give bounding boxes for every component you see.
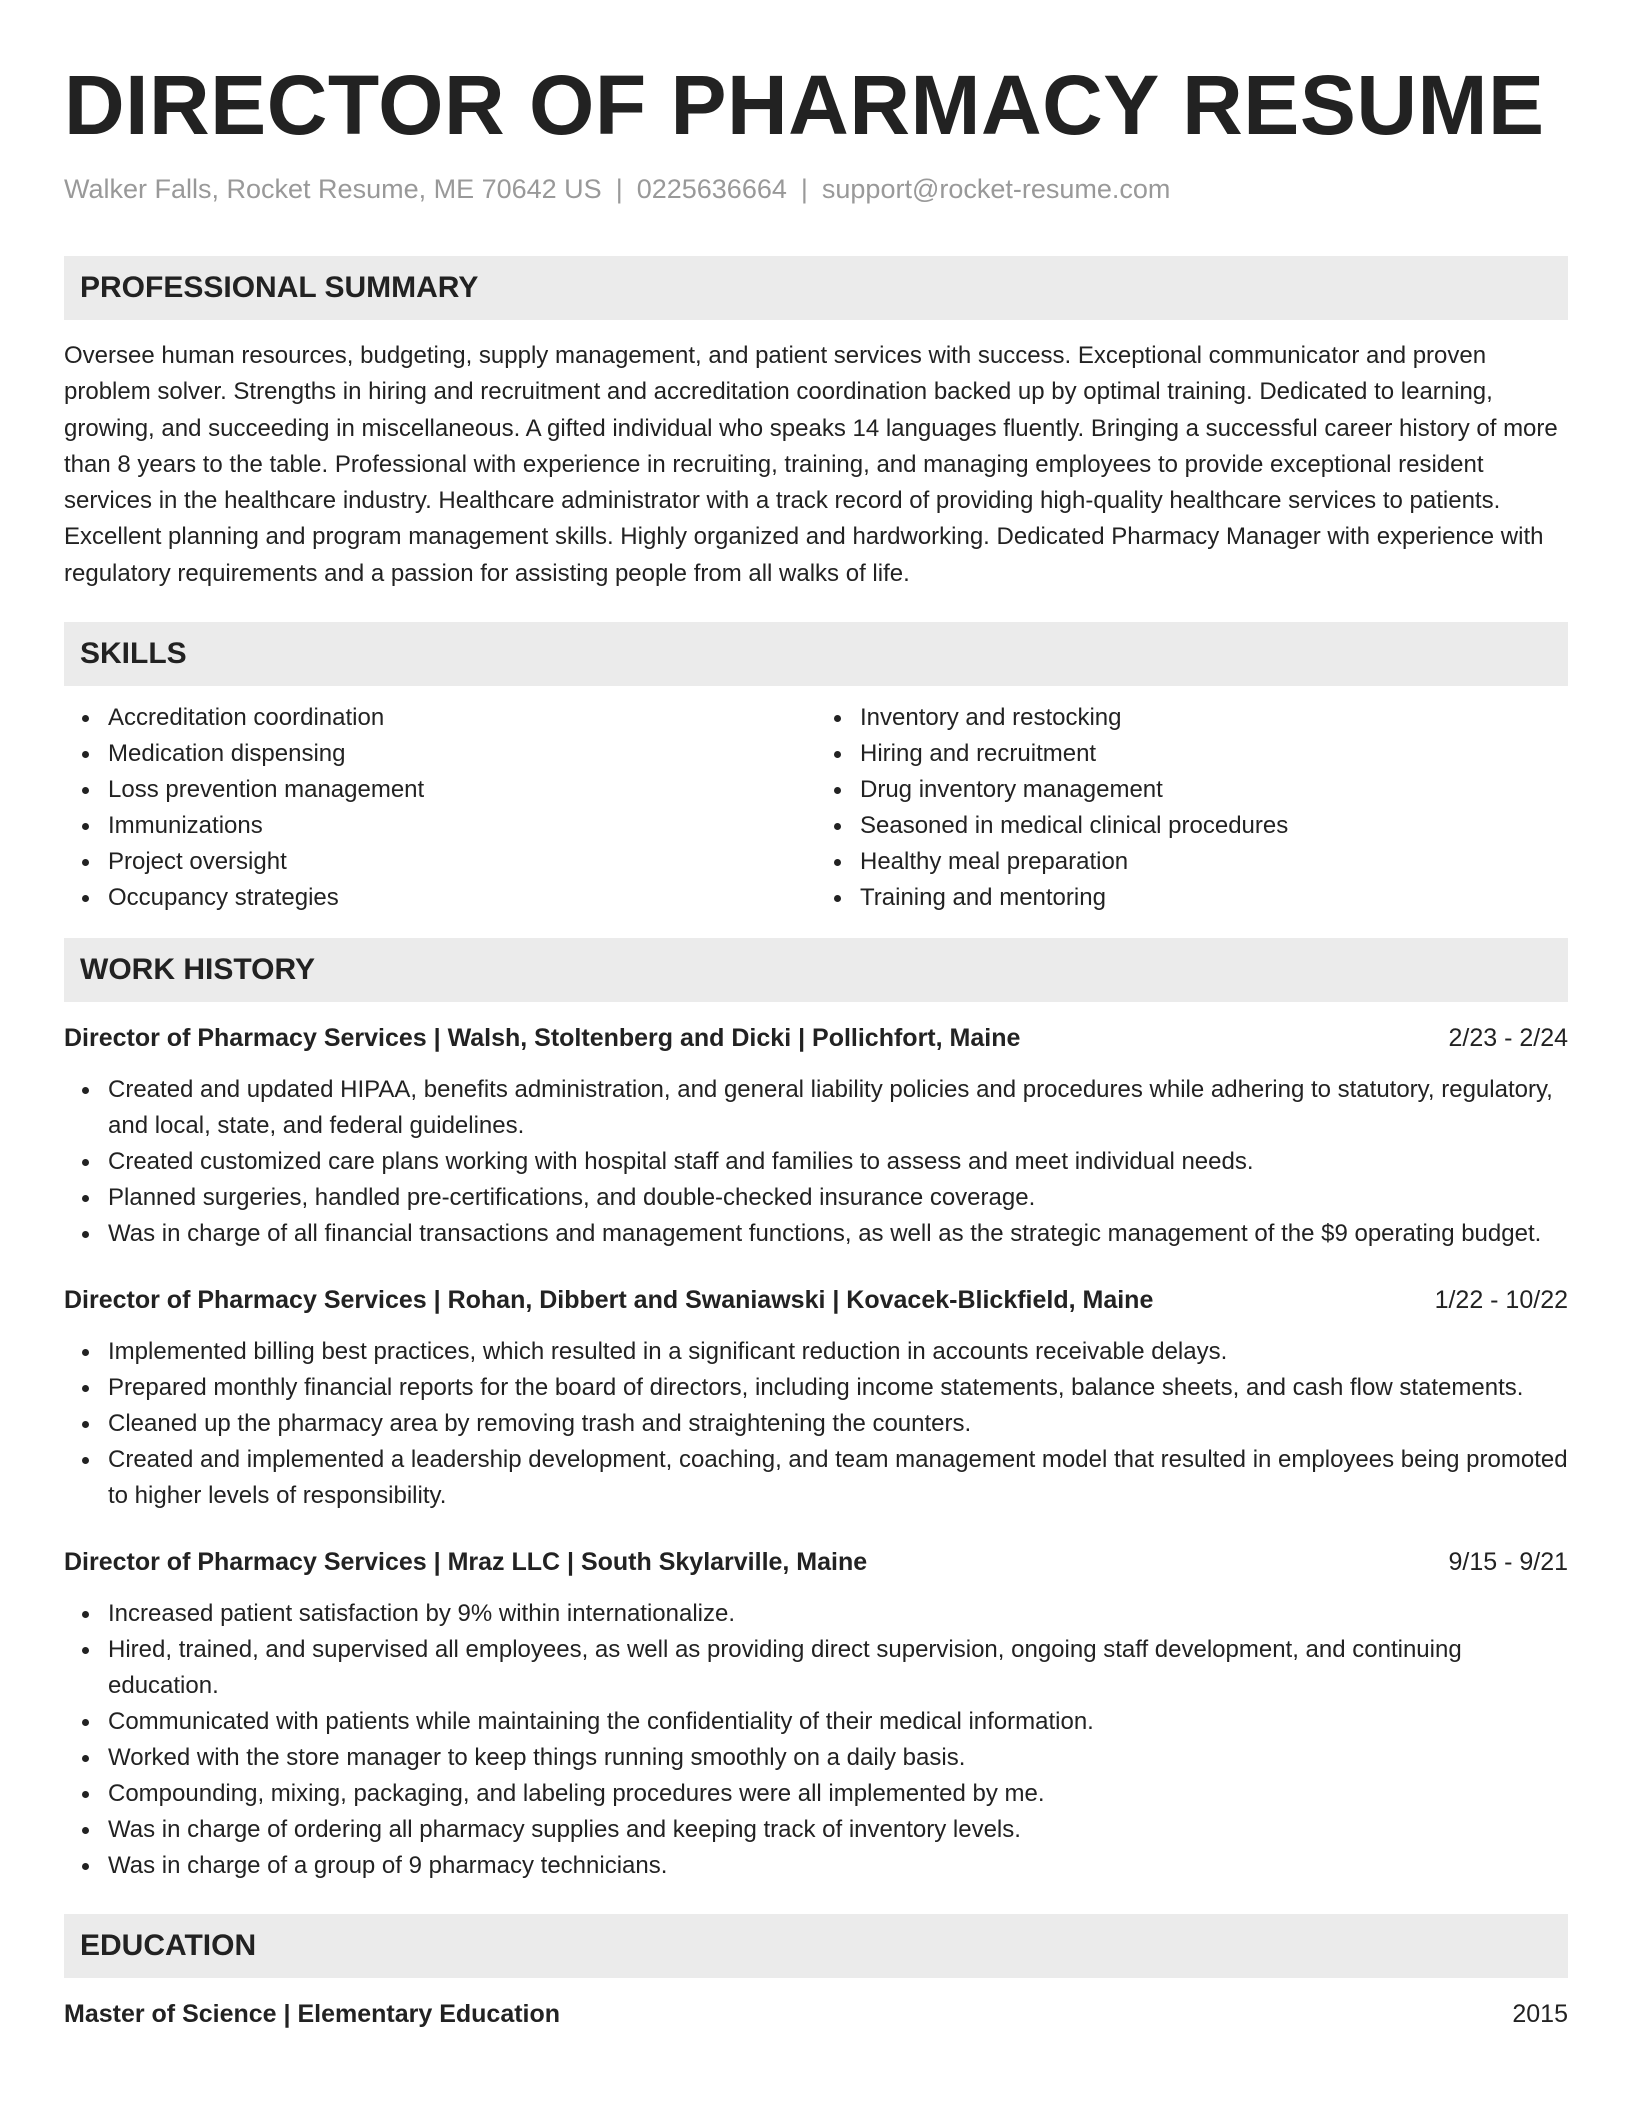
job-entry bbox=[64, 1544, 1568, 1884]
job-entry bbox=[64, 1020, 1568, 1252]
education-heading: EDUCATION bbox=[64, 1914, 1568, 1978]
contact-separator: | bbox=[615, 174, 623, 204]
job-bullet: Was in charge of ordering all pharmacy supplies and keeping track of inventory levels. bbox=[108, 1812, 1568, 1848]
job-bullet: Created customized care plans working with hospital staff and families to assess and meet individual needs. bbox=[108, 1144, 1568, 1180]
job-bullets bbox=[64, 1334, 1568, 1514]
job-header bbox=[64, 1020, 1568, 1056]
job-dates: 1/22 - 10/22 bbox=[1434, 1286, 1568, 1315]
skills-list bbox=[64, 700, 1568, 916]
job-title: Director of Pharmacy Services | Walsh, Stoltenberg and Dicki | Pollichfort, Maine bbox=[64, 1024, 1021, 1053]
job-bullet: Cleaned up the pharmacy area by removing trash and straightening the counters. bbox=[108, 1406, 1568, 1442]
skill-item: Occupancy strategies bbox=[108, 880, 816, 916]
job-title: Director of Pharmacy Services | Rohan, Dibbert and Swaniawski | Kovacek-Blickfield, Maine bbox=[64, 1286, 1154, 1315]
skills-heading: SKILLS bbox=[64, 622, 1568, 686]
skill-item: Loss prevention management bbox=[108, 772, 816, 808]
job-bullet: Compounding, mixing, packaging, and labeling procedures were all implemented by me. bbox=[108, 1776, 1568, 1812]
job-bullet: Communicated with patients while maintaining the confidentiality of their medical information. bbox=[108, 1704, 1568, 1740]
skill-item: Seasoned in medical clinical procedures bbox=[860, 808, 1568, 844]
skill-item: Medication dispensing bbox=[108, 736, 816, 772]
job-bullet: Worked with the store manager to keep things running smoothly on a daily basis. bbox=[108, 1740, 1568, 1776]
job-bullet: Implemented billing best practices, which resulted in a significant reduction in accounts receivable delays. bbox=[108, 1334, 1568, 1370]
job-bullet: Created and implemented a leadership development, coaching, and team management model that resulted in employees being promoted to higher levels of responsibility. bbox=[108, 1442, 1568, 1514]
summary-heading: PROFESSIONAL SUMMARY bbox=[64, 256, 1568, 320]
summary-text: Oversee human resources, budgeting, supply management, and patient services with success. Exceptional communicator and proven problem solver. Strengths in hiring and recruitment and accreditation coordination backed up by optimal training. Dedicated to learning, growing, and succeeding in miscellaneous. A gifted individual who speaks 14 languages fluently. Bringing a successful career history of more than 8 years to the table. Professional with experience in recruiting, training, and managing employees to provide exceptional resident services in the healthcare industry. Healthcare administrator with a track record of providing high-quality healthcare services to patients. Excellent planning and program management skills. Highly organized and hardworking. Dedicated Pharmacy Manager with experience with regulatory requirements and a passion for assisting people from all walks of life. bbox=[64, 342, 1558, 587]
skills-column-left bbox=[64, 700, 816, 916]
job-bullet: Created and updated HIPAA, benefits administration, and general liability policies and procedures while adhering to statutory, regulatory, and local, state, and federal guidelines. bbox=[108, 1072, 1568, 1144]
skill-item: Training and mentoring bbox=[860, 880, 1568, 916]
skill-item: Immunizations bbox=[108, 808, 816, 844]
job-bullet: Increased patient satisfaction by 9% within internationalize. bbox=[108, 1596, 1568, 1632]
contact-line bbox=[64, 172, 1568, 206]
skill-item: Project oversight bbox=[108, 844, 816, 880]
education-entry bbox=[64, 1996, 1568, 2032]
skill-item: Drug inventory management bbox=[860, 772, 1568, 808]
job-header bbox=[64, 1544, 1568, 1580]
job-bullets bbox=[64, 1072, 1568, 1252]
skill-item: Healthy meal preparation bbox=[860, 844, 1568, 880]
skill-item: Hiring and recruitment bbox=[860, 736, 1568, 772]
work-history-heading: WORK HISTORY bbox=[64, 938, 1568, 1002]
job-bullet: Was in charge of a group of 9 pharmacy technicians. bbox=[108, 1848, 1568, 1884]
job-header bbox=[64, 1282, 1568, 1318]
education-title: Master of Science | Elementary Education bbox=[64, 2000, 561, 2029]
skill-item: Accreditation coordination bbox=[108, 700, 816, 736]
job-title: Director of Pharmacy Services | Mraz LLC | South Skylarville, Maine bbox=[64, 1548, 868, 1577]
contact-address: Walker Falls, Rocket Resume, ME 70642 US bbox=[64, 174, 602, 204]
job-bullet: Planned surgeries, handled pre-certifications, and double-checked insurance coverage. bbox=[108, 1180, 1568, 1216]
job-dates: 2/23 - 2/24 bbox=[1448, 1024, 1568, 1053]
contact-separator: | bbox=[800, 174, 808, 204]
job-bullet: Was in charge of all financial transactions and management functions, as well as the strategic management of the $9 operating budget. bbox=[108, 1216, 1568, 1252]
contact-email: support@rocket-resume.com bbox=[821, 174, 1171, 204]
contact-phone: 0225636664 bbox=[636, 174, 787, 204]
skills-column-right bbox=[816, 700, 1568, 916]
job-bullet: Prepared monthly financial reports for the board of directors, including income statements, balance sheets, and cash flow statements. bbox=[108, 1370, 1568, 1406]
job-entry bbox=[64, 1282, 1568, 1514]
job-bullet: Hired, trained, and supervised all employees, as well as providing direct supervision, ongoing staff development, and continuing education. bbox=[108, 1632, 1568, 1704]
resume-title: DIRECTOR OF PHARMACY RESUME bbox=[64, 58, 1545, 152]
job-dates: 9/15 - 9/21 bbox=[1448, 1548, 1568, 1577]
job-bullets bbox=[64, 1596, 1568, 1884]
skill-item: Inventory and restocking bbox=[860, 700, 1568, 736]
education-year: 2015 bbox=[1512, 2000, 1568, 2029]
